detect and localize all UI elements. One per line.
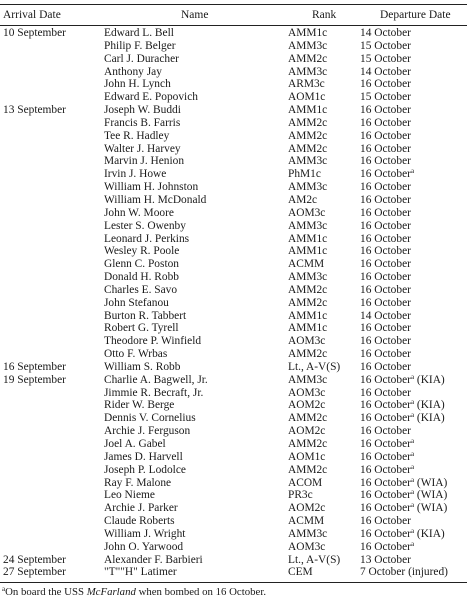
name-cell: Dennis V. Cornelius xyxy=(104,412,196,425)
arrival-date-cell xyxy=(0,425,104,438)
departure-date-text: 16 October xyxy=(360,78,411,91)
rank-cell: AMM3c xyxy=(288,527,328,540)
roster-row xyxy=(0,78,467,91)
roster-row xyxy=(0,502,467,515)
arrival-date-cell xyxy=(0,245,104,258)
arrival-date-cell xyxy=(0,53,104,66)
footnote-reference-mark: a xyxy=(410,462,415,471)
arrival-date-cell xyxy=(0,310,104,323)
departure-date-text: 16 October xyxy=(360,386,411,399)
name-cell: Anthony Jay xyxy=(104,65,162,78)
departure-date-cell xyxy=(360,322,467,335)
roster-row xyxy=(0,541,467,554)
departure-date-text: 16 October xyxy=(360,476,411,489)
name-cell: "T""H" Latimer xyxy=(104,566,177,579)
footnote-reference-mark: a xyxy=(410,372,415,381)
departure-date-cell xyxy=(360,284,467,297)
departure-date-text: 16 October xyxy=(360,322,411,335)
roster-row xyxy=(0,66,467,79)
rank-cell: AMM2c xyxy=(288,412,328,425)
status-suffix: (KIA) xyxy=(414,412,445,425)
rank-cell: ACMM xyxy=(288,258,325,271)
name-cell: Walter J. Harvey xyxy=(104,142,181,155)
name-cell: John Stefanou xyxy=(104,296,169,309)
footnote-reference-mark: a xyxy=(410,526,415,535)
departure-date-text: 16 October xyxy=(360,258,411,271)
rank-cell: AMM2c xyxy=(288,463,328,476)
departure-date-cell xyxy=(360,220,467,233)
roster-row xyxy=(0,104,467,117)
rank-cell: AMM1c xyxy=(288,245,328,258)
footnote-reference-mark: a xyxy=(410,539,415,548)
arrival-date-cell xyxy=(0,130,104,143)
arrival-date-cell xyxy=(0,284,104,297)
roster-row xyxy=(0,515,467,528)
name-cell: Tee R. Hadley xyxy=(104,129,170,142)
departure-date-cell xyxy=(360,541,467,554)
roster-row xyxy=(0,155,467,168)
arrival-date-cell xyxy=(0,464,104,477)
departure-date-text: 15 October xyxy=(360,91,411,104)
name-cell: Archie J. Parker xyxy=(104,502,178,515)
departure-date-cell xyxy=(360,566,467,579)
header-departure-date: Departure Date xyxy=(380,9,451,21)
arrival-date-cell xyxy=(0,271,104,284)
rank-cell: AMM3c xyxy=(288,271,328,284)
name-cell: Lester S. Owenby xyxy=(104,219,186,232)
departure-date-cell xyxy=(360,143,467,156)
footnote xyxy=(2,586,266,599)
roster-row xyxy=(0,310,467,323)
departure-date-text: 16 October xyxy=(360,463,411,476)
departure-date-text: 13 October xyxy=(360,553,411,566)
departure-date-text: 16 October xyxy=(360,245,411,258)
departure-date-cell xyxy=(360,130,467,143)
departure-date-text: 16 October xyxy=(360,296,411,309)
rank-cell: AMM2c xyxy=(288,142,328,155)
roster-row xyxy=(0,258,467,271)
departure-date-text: 16 October xyxy=(360,181,411,194)
status-suffix: (WIA) xyxy=(414,489,448,502)
name-cell: John O. Yarwood xyxy=(104,540,184,553)
rank-cell: AMM2c xyxy=(288,52,328,65)
rank-cell: AMM2c xyxy=(288,438,328,450)
departure-date-cell xyxy=(360,412,467,425)
header-name: Name xyxy=(181,9,209,21)
departure-date-text: 16 October xyxy=(360,399,411,412)
departure-date-cell xyxy=(360,117,467,130)
roster-table xyxy=(0,27,467,579)
departure-date-text: 16 October xyxy=(360,438,411,450)
arrival-date-cell xyxy=(0,207,104,220)
name-cell: Robert G. Tyrell xyxy=(104,322,179,335)
arrival-date-cell xyxy=(0,91,104,104)
roster-row xyxy=(0,387,467,400)
departure-date-cell xyxy=(360,245,467,258)
rank-cell: AOM1c xyxy=(288,91,326,104)
roster-row xyxy=(0,477,467,490)
footnote-reference-mark: a xyxy=(410,488,415,497)
name-cell: James D. Harvell xyxy=(104,450,183,463)
rank-cell: CEM xyxy=(288,566,313,579)
footnote-reference-mark: a xyxy=(410,437,415,445)
rank-cell: Lt., A-V(S) xyxy=(288,553,341,566)
roster-body xyxy=(0,27,467,579)
rank-cell: AOM2c xyxy=(288,502,326,515)
name-cell: Claude Roberts xyxy=(104,515,175,528)
arrival-date-cell: 16 September xyxy=(3,360,66,373)
arrival-date-cell xyxy=(0,412,104,425)
header-rank: Rank xyxy=(312,9,337,21)
departure-date-cell xyxy=(360,374,467,387)
departure-date-cell xyxy=(360,233,467,246)
rank-cell: AMM1c xyxy=(288,104,328,117)
arrival-date-cell: 10 September xyxy=(3,27,66,39)
top-rule xyxy=(0,4,467,5)
footnote-reference-mark: a xyxy=(410,449,415,458)
name-cell: Francis B. Farris xyxy=(104,116,181,129)
departure-date-cell xyxy=(360,297,467,310)
status-suffix: (WIA) xyxy=(414,502,448,515)
arrival-date-cell xyxy=(0,66,104,79)
name-cell: Joseph W. Buddi xyxy=(104,104,181,117)
departure-date-cell xyxy=(360,271,467,284)
departure-date-text: 16 October xyxy=(360,206,411,219)
departure-date-cell xyxy=(360,104,467,117)
roster-row xyxy=(0,271,467,284)
roster-row xyxy=(0,117,467,130)
header-arrival-date: Arrival Date xyxy=(3,9,61,21)
arrival-date-cell xyxy=(0,220,104,233)
arrival-date-cell xyxy=(0,515,104,528)
header-rule xyxy=(0,25,467,26)
rank-cell: AOM3c xyxy=(288,540,326,553)
name-cell: William S. Robb xyxy=(104,360,181,373)
roster-row xyxy=(0,399,467,412)
departure-date-text: 16 October xyxy=(360,116,411,129)
departure-date-text: 7 October (injured) xyxy=(360,566,448,579)
rank-cell: AMM3c xyxy=(288,65,328,78)
roster-row xyxy=(0,143,467,156)
rank-cell: AMM2c xyxy=(288,348,328,361)
rank-cell: AM2c xyxy=(288,193,318,206)
name-cell: John H. Lynch xyxy=(104,78,171,91)
roster-row xyxy=(0,348,467,361)
bottom-rule xyxy=(0,582,467,583)
roster-row xyxy=(0,233,467,246)
name-cell: Irvin J. Howe xyxy=(104,168,167,181)
rank-cell: AMM1c xyxy=(288,232,328,245)
departure-date-cell xyxy=(360,91,467,104)
roster-row xyxy=(0,297,467,310)
name-cell: William J. Wright xyxy=(104,527,186,540)
arrival-date-cell xyxy=(0,117,104,130)
name-cell: Marvin J. Henion xyxy=(104,155,185,168)
arrival-date-cell xyxy=(0,399,104,412)
name-cell: Burton R. Tabbert xyxy=(104,309,187,322)
departure-date-text: 16 October xyxy=(360,360,411,373)
name-cell: Charlie A. Bagwell, Jr. xyxy=(104,373,208,386)
roster-row xyxy=(0,425,467,438)
departure-date-cell xyxy=(360,348,467,361)
roster-row xyxy=(0,91,467,104)
arrival-date-cell xyxy=(0,387,104,400)
rank-cell: Lt., A-V(S) xyxy=(288,360,341,373)
footnote-reference-mark: a xyxy=(410,398,415,407)
arrival-date-cell: 24 September xyxy=(3,553,66,566)
rank-cell: AMM3c xyxy=(288,181,328,194)
name-cell: Joel A. Gabel xyxy=(104,438,166,450)
departure-date-text: 16 October xyxy=(360,168,411,181)
departure-date-cell xyxy=(360,207,467,220)
rank-cell: ARM3c xyxy=(288,78,325,91)
departure-date-cell xyxy=(360,40,467,53)
name-cell: William H. Johnston xyxy=(104,181,199,194)
name-cell: Donald H. Robb xyxy=(104,271,179,284)
rank-cell: AMM3c xyxy=(288,373,328,386)
roster-row xyxy=(0,130,467,143)
arrival-date-cell xyxy=(0,322,104,335)
departure-date-cell xyxy=(360,168,467,181)
name-cell: Wesley R. Poole xyxy=(104,245,180,258)
status-suffix: (KIA) xyxy=(414,399,445,412)
roster-row xyxy=(0,168,467,181)
arrival-date-cell xyxy=(0,181,104,194)
roster-row xyxy=(0,489,467,502)
departure-date-text: 16 October xyxy=(360,502,411,515)
departure-date-cell xyxy=(360,502,467,515)
name-cell: Charles E. Savo xyxy=(104,283,178,296)
roster-row xyxy=(0,451,467,464)
departure-date-cell xyxy=(360,310,467,323)
departure-date-text: 16 October xyxy=(360,142,411,155)
name-cell: Ray F. Malone xyxy=(104,476,172,489)
roster-row xyxy=(0,528,467,541)
name-cell: Theodore P. Winfield xyxy=(104,335,202,348)
arrival-date-cell xyxy=(0,451,104,464)
name-cell: Leo Nieme xyxy=(104,489,155,502)
departure-date-cell xyxy=(360,78,467,91)
departure-date-text: 16 October xyxy=(360,104,411,117)
footnote-reference-mark: a xyxy=(410,411,415,420)
rank-cell: AMM3c xyxy=(288,155,328,168)
name-cell: Otto F. Wrbas xyxy=(104,348,168,361)
roster-row xyxy=(0,245,467,258)
departure-date-cell xyxy=(360,181,467,194)
roster-row xyxy=(0,554,467,567)
rank-cell: ACOM xyxy=(288,476,323,489)
departure-date-text: 16 October xyxy=(360,283,411,296)
arrival-date-cell xyxy=(0,348,104,361)
rank-cell: AMM2c xyxy=(288,283,328,296)
arrival-date-cell xyxy=(0,438,104,451)
roster-row xyxy=(0,412,467,425)
footnote-reference-mark: a xyxy=(410,167,415,176)
departure-date-cell xyxy=(360,53,467,66)
rank-cell: PhM1c xyxy=(288,168,321,181)
roster-row xyxy=(0,220,467,233)
roster-row xyxy=(0,40,467,53)
footnote-ship-name: McFarland xyxy=(86,586,136,598)
footnote-reference-mark: a xyxy=(410,501,415,510)
rank-cell: AMM2c xyxy=(288,116,328,129)
name-cell: Edward L. Bell xyxy=(104,27,174,39)
roster-row xyxy=(0,374,467,387)
departure-date-text: 14 October xyxy=(360,309,411,322)
roster-row xyxy=(0,194,467,207)
departure-date-cell xyxy=(360,66,467,79)
name-cell: Joseph P. Lodolce xyxy=(104,463,186,476)
rank-cell: AMM2c xyxy=(288,296,328,309)
rank-cell: AMM1c xyxy=(288,309,328,322)
roster-row xyxy=(0,566,467,579)
rank-cell: AMM3c xyxy=(288,219,328,232)
name-cell: William H. McDonald xyxy=(104,193,207,206)
footnote-text-before: On board the USS xyxy=(5,586,87,598)
departure-date-text: 15 October xyxy=(360,52,411,65)
name-cell: Leonard J. Perkins xyxy=(104,232,190,245)
arrival-date-cell xyxy=(0,168,104,181)
arrival-date-cell xyxy=(0,502,104,515)
departure-date-text: 16 October xyxy=(360,373,411,386)
rank-cell: AOM1c xyxy=(288,450,326,463)
departure-date-text: 16 October xyxy=(360,129,411,142)
rank-cell: AOM3c xyxy=(288,335,326,348)
arrival-date-cell xyxy=(0,528,104,541)
name-cell: Jimmie R. Becraft, Jr. xyxy=(104,386,204,399)
departure-date-text: 16 October xyxy=(360,348,411,361)
rank-cell: AMM3c xyxy=(288,39,328,52)
departure-date-text: 15 October xyxy=(360,39,411,52)
name-cell: Archie J. Ferguson xyxy=(104,425,191,438)
departure-date-text: 16 October xyxy=(360,271,411,284)
rank-cell: ACMM xyxy=(288,515,325,528)
departure-date-cell xyxy=(360,27,467,40)
arrival-date-cell xyxy=(0,477,104,490)
arrival-date-cell xyxy=(0,335,104,348)
departure-date-text: 16 October xyxy=(360,425,411,438)
departure-date-text: 16 October xyxy=(360,540,411,553)
roster-row xyxy=(0,27,467,40)
departure-date-text: 16 October xyxy=(360,219,411,232)
arrival-date-cell xyxy=(0,541,104,554)
roster-row xyxy=(0,361,467,374)
footnote-reference-mark: a xyxy=(410,475,415,484)
footnote-text-after: when bombed on 16 October. xyxy=(135,586,267,598)
rank-cell: PR3c xyxy=(288,489,313,502)
departure-date-cell xyxy=(360,335,467,348)
rank-cell: AMM1c xyxy=(288,27,328,39)
roster-row xyxy=(0,335,467,348)
roster-row xyxy=(0,207,467,220)
departure-date-text: 16 October xyxy=(360,193,411,206)
departure-date-text: 14 October xyxy=(360,65,411,78)
departure-date-text: 16 October xyxy=(360,515,411,528)
arrival-date-cell xyxy=(0,258,104,271)
name-cell: Alexander F. Barbieri xyxy=(104,553,203,566)
name-cell: Philip F. Belger xyxy=(104,39,176,52)
departure-date-cell xyxy=(360,194,467,207)
departure-date-text: 16 October xyxy=(360,232,411,245)
rank-cell: AMM2c xyxy=(288,129,328,142)
departure-date-cell xyxy=(360,258,467,271)
departure-date-cell xyxy=(360,554,467,567)
arrival-date-cell xyxy=(0,297,104,310)
arrival-date-cell: 13 September xyxy=(3,104,66,117)
rank-cell: AOM3c xyxy=(288,206,326,219)
status-suffix: (KIA) xyxy=(414,527,445,540)
departure-date-text: 16 October xyxy=(360,412,411,425)
departure-date-text: 16 October xyxy=(360,335,411,348)
footnote-mark: a xyxy=(2,585,6,593)
departure-date-text: 16 October xyxy=(360,527,411,540)
arrival-date-cell: 27 September xyxy=(3,566,66,579)
departure-date-text: 16 October xyxy=(360,155,411,168)
roster-row xyxy=(0,284,467,297)
arrival-date-cell: 19 September xyxy=(3,373,66,386)
roster-row xyxy=(0,181,467,194)
rank-cell: AMM1c xyxy=(288,322,328,335)
arrival-date-cell xyxy=(0,155,104,168)
roster-row xyxy=(0,53,467,66)
name-cell: Edward E. Popovich xyxy=(104,91,198,104)
status-suffix: (KIA) xyxy=(414,373,445,386)
arrival-date-cell xyxy=(0,194,104,207)
name-cell: Rider W. Berge xyxy=(104,399,175,412)
departure-date-text: 14 October xyxy=(360,27,411,39)
arrival-date-cell xyxy=(0,40,104,53)
roster-row xyxy=(0,438,467,451)
rank-cell: AOM3c xyxy=(288,386,326,399)
status-suffix: (WIA) xyxy=(414,476,448,489)
rank-cell: AOM2c xyxy=(288,399,326,412)
name-cell: Carl J. Duracher xyxy=(104,52,179,65)
roster-row xyxy=(0,464,467,477)
rank-cell: AOM2c xyxy=(288,425,326,438)
roster-row xyxy=(0,322,467,335)
arrival-date-cell xyxy=(0,143,104,156)
departure-date-text: 16 October xyxy=(360,450,411,463)
departure-date-text: 16 October xyxy=(360,489,411,502)
name-cell: Glenn C. Poston xyxy=(104,258,179,271)
arrival-date-cell xyxy=(0,489,104,502)
name-cell: John W. Moore xyxy=(104,206,174,219)
arrival-date-cell xyxy=(0,233,104,246)
arrival-date-cell xyxy=(0,78,104,91)
